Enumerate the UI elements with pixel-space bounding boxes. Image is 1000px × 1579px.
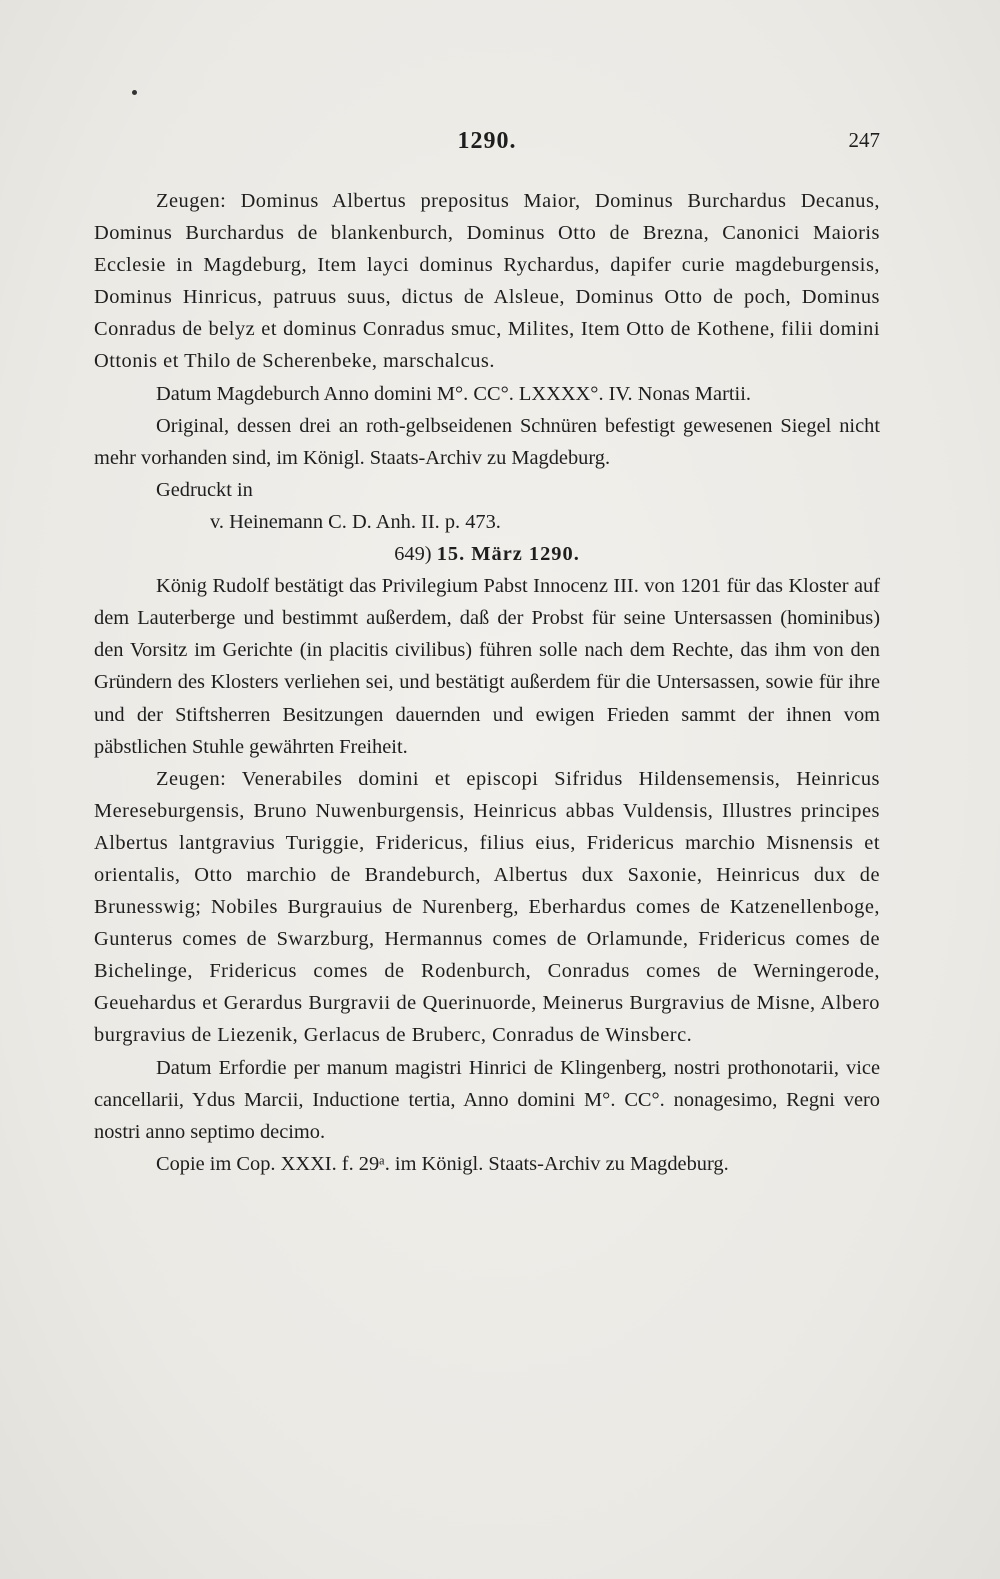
- entry-heading: [94, 538, 880, 570]
- page-body: [94, 185, 880, 1180]
- copy-note: Copie im Cop. XXXI. f. 29ᵃ. im Königl. Staats-Archiv zu Magdeburg.: [156, 1152, 729, 1175]
- entry-number: 649): [394, 543, 432, 566]
- page-header: [94, 128, 880, 168]
- ink-dot: [132, 90, 137, 95]
- witnesses-paragraph-1: Zeugen: Dominus Albertus prepositus Maior, Dominus Burchardus Decanus, Dominus Burchardus de blankenburch, Dominus Otto de Brezna, Canonici Maioris Ecclesie in Magdeburg, Item layci dominus Rychardus, dapifer curie magdeburgensis, Dominus Hinricus, patruus suus, dictus de Alsleue, Dominus Otto de poch, Dominus Conradus de belyz et dominus Conradus smuc, Milites, Item Otto de Kothene, filii domini Ottonis et Thilo de Scherenbeke, marschalcus.: [94, 190, 880, 373]
- entry-summary: König Rudolf bestätigt das Privilegium Pabst Innocenz III. von 1201 für das Kloster auf dem Lauterberge und bestimmt außerdem, daß der Probst für seine Untersassen (hominibus) den Vorsitz im Gerichte (in placitis civilibus) führen solle nach dem Rechte, das ihm von den Gründern des Klosters verliehen sei, und bestätigt außerdem für die Untersassen, sowie für ihre und der Stiftsherren Besitzungen dauernden und ewigen Frieden sammt der ihnen vom päbstlichen Stuhle gewährten Freiheit.: [94, 575, 880, 758]
- dating-paragraph-2: Datum Erfordie per manum magistri Hinrici de Klingenberg, nostri prothonotarii, vice cancellarii, Ydus Marcii, Inductione tertia, Anno domini M°. CC°. nonagesimo, Regni vero nostri anno septimo decimo.: [94, 1056, 880, 1143]
- dating-paragraph-1: Datum Magdeburch Anno domini M°. CC°. LXXXX°. IV. Nonas Martii.: [156, 382, 751, 405]
- printed-label: Gedruckt in: [156, 478, 253, 501]
- printed-reference: v. Heinemann C. D. Anh. II. p. 473.: [210, 510, 501, 533]
- page-number: 247: [848, 128, 880, 152]
- original-note: Original, dessen drei an roth-gelbseidenen Schnüren befestigt gewesenen Siegel nicht mehr vorhanden sind, im Königl. Staats-Archiv zu Magdeburg.: [94, 414, 880, 469]
- entry-date: 15. März 1290.: [436, 543, 580, 566]
- witnesses-paragraph-2: Zeugen: Venerabiles domini et episcopi Sifridus Hildensemensis, Heinricus Mereseburgensis, Bruno Nuwenburgensis, Heinricus abbas Vuldensis, Illustres principes Albertus lantgravius Turiggie, Fridericus, filius eius, Fridericus marchio Misnensis et orientalis, Otto marchio de Brandeburch, Albertus dux Saxonie, Heinricus dux de Brunesswig; Nobiles Burgrauius de Nurenberg, Eberhardus comes de Katzenellenboge, Gunterus comes de Swarzburg, Hermannus comes de Orlamunde, Fridericus comes de Bichelinge, Fridericus comes de Rodenburch, Conradus comes de Werningerode, Geuehardus et Gerardus Burgravii de Querinuorde, Meinerus Burgravius de Misne, Albero burgravius de Liezenik, Gerlacus de Bruberc, Conradus de Winsberc.: [94, 767, 880, 1047]
- running-head-year: 1290.: [457, 128, 517, 154]
